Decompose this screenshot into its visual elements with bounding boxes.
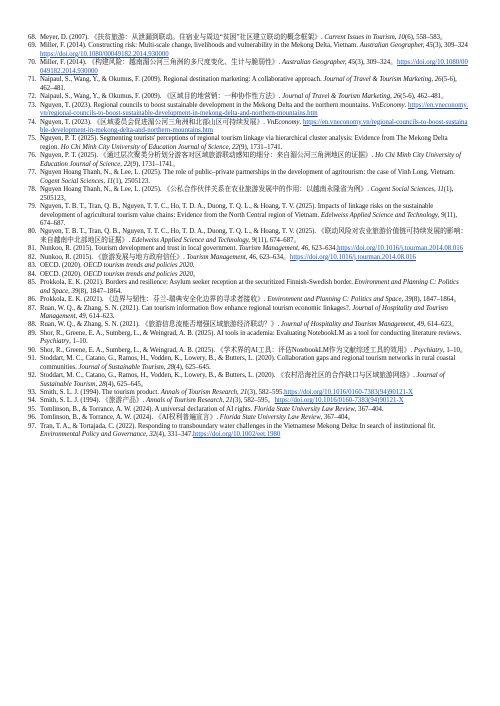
reference-text (40, 279, 468, 296)
reference-number: 96. (28, 414, 37, 422)
journal-title: Cogent Social Sciences, 11 (40, 177, 114, 185)
reference-number: 86. (28, 296, 37, 304)
citation-text: (4), 331–347. (156, 431, 194, 439)
citation-text: (1), 2505123. (113, 177, 150, 185)
doi-link[interactable]: https://doi.org/10.1016/0160-7383(94)90121-X (284, 389, 414, 397)
reference-entry (28, 254, 468, 262)
journal-title: Psychiatry (413, 346, 443, 354)
citation-text: (9), 1731–1741。 (130, 160, 180, 168)
citation-text: (3), 582–595. (247, 389, 285, 397)
citation-text: Nguyen, T. (2023). Regional councils to boost sustainable development in the Mekong Delta and the northern mountains. (40, 101, 372, 109)
reference-entry (28, 245, 468, 253)
reference-entry (28, 186, 468, 203)
reference-text (40, 414, 468, 422)
reference-entry (28, 414, 468, 422)
citation-text: Smith, S. L. J. (1994). 《旅游产品》. (40, 397, 147, 405)
citation-text: Nguyen, T. B. T., Tran, Q. B., Nguyen, T. T. C., Ho, T. D. A., Duong, T. Q. L., & Hoang, T. V. (2025). Impacts of linkage risks on the sustainable development of agricultural tourism value chains: Evidence from the North Central region of Vietnam. (40, 203, 434, 219)
reference-number: 70. (28, 59, 37, 67)
reference-text (40, 296, 468, 304)
reference-number: 95. (28, 405, 37, 413)
reference-entry (28, 423, 468, 440)
citation-text: 。 (192, 270, 200, 278)
reference-number: 74. (28, 118, 37, 126)
reference-entry (28, 330, 468, 347)
citation-text: Miller, F. (2014). Constructing risk: Multi-scale change, livelihoods and vulnerability in the Mekong Delta, Vietnam. (40, 42, 360, 50)
reference-entry (28, 102, 468, 119)
citation-text: , 614–623. (85, 312, 115, 320)
doi-link[interactable]: https://doi.org/10.1016/j.tourman.2014.08.016 (337, 245, 464, 253)
citation-text: (4), 625–645. (174, 363, 211, 371)
citation-text: Prokkola, E. K. (2021). Borders and resilience: Asylum seeker reception at the securitized Finnish-Swedish border. (40, 279, 355, 287)
citation-text: Nguyen, T. B. T., Tran, Q. B., Nguyen, T. T. C., Ho, T. D. A., Duong, T. Q. L., & Hoang, T. V. (2025). 《联动风险对农业旅游价值链可持续发展的影响：来自越南中北部地区的证据》. (40, 228, 468, 244)
journal-title: Tourism Management, 46 (186, 253, 256, 261)
citation-text: Stoddart, M. C., Catano, G., Ramos, H., Vodden, K., Lowery, B., & Butters, L. (2020). Collaboration gaps and regional tourism networks in rural coastal communities. (40, 355, 456, 371)
reference-text (40, 321, 468, 329)
reference-number: 72. (28, 93, 37, 101)
reference-entry (28, 262, 468, 270)
citation-text: Stoddart, M. C., Catano, G., Ramos, H., Vodden, K., Lowery, B., & Butters, L. (2020). 《农村沿海社区的合作缺口与区域旅游网络》. (40, 372, 417, 380)
citation-text: OECD. (2020). (40, 262, 84, 270)
reference-text (40, 355, 468, 372)
citation-text: (8), 1847–1864。 (411, 296, 461, 304)
journal-title: Australian Geographer, 45 (281, 59, 356, 67)
journal-title: Current Issues in Tourism, 10 (324, 34, 405, 41)
reference-number: 79. (28, 203, 37, 211)
reference-entry (28, 355, 468, 372)
reference-number: 69. (28, 42, 37, 50)
journal-title: Journal of Hospitality and Tourism Management, 49 (40, 304, 448, 320)
citation-text: Tomlinson, B., & Torrance, A. W. (2024). A universal declaration of AI rights. (40, 405, 254, 413)
citation-text: Nguyen, P. T. (2025). Segmenting tourists' perceptions of regional tourism linkage via hierarchical cluster analysis: Evidence from The Mekong Delta region. (40, 135, 448, 151)
reference-number: 93. (28, 389, 37, 397)
citation-text: , 623–634. (308, 245, 338, 253)
reference-text (40, 347, 468, 355)
reference-number: 75. (28, 135, 37, 143)
citation-text: Miller, F. (2014). 《构建风险：越南湄公河三角洲的多尺度变化、生计与脆弱性》. (40, 59, 282, 67)
citation-text: (1), 2505123。 (40, 186, 454, 202)
journal-title: Cogent Social Sciences, 11 (370, 186, 444, 194)
citation-text: (6), 558–583。 (404, 34, 447, 41)
citation-text: Meyer, D. (2007). 《扶贫旅游：从泄漏到联动。住宿业与周边“贫困”社区建立联动的概念框架》. (40, 34, 325, 41)
reference-entry (28, 397, 468, 405)
citation-text: Nguyen Hoang Thanh, N., & Lee, L. (2025). The role of public–private partnerships in the development of agritourism: the case of Vinh Long, Vietnam. (40, 169, 455, 177)
reference-number: 91. (28, 355, 37, 363)
reference-number: 77. (28, 169, 37, 177)
journal-title: Florida State University Law Review (219, 414, 321, 422)
journal-title: Environment and Planning C: Politics and Space, 39 (40, 279, 459, 295)
reference-entry (28, 135, 468, 152)
citation-text: Ruan, W. Q., & Zhang, S. N. (2021). 《旅游信息流能否增强区域旅游经济联动？》. (40, 321, 281, 329)
journal-title: VnEconomy (371, 101, 405, 109)
reference-number: 68. (28, 34, 37, 41)
citation-text: Tran, T. A., & Tortajada, C. (2022). Responding to transboundary water challenges in the Vietnamese Mekong Delta: In search of institutional fit. (40, 422, 436, 430)
reference-number: 80. (28, 228, 37, 236)
citation-text: OECD. (2020). (40, 270, 84, 278)
reference-entry (28, 228, 468, 245)
reference-text (40, 34, 468, 42)
reference-number: 89. (28, 329, 37, 337)
citation-text: Nguyen, P. T. (2025). 《通过层次聚类分析划分游客对区域旅游联动感知的细分：来自湄公河三角洲地区的证据》. (40, 152, 376, 160)
journal-title: VnEconomy (266, 118, 300, 126)
journal-title: Edelweiss Applied Science and Technology, 9 (320, 211, 445, 219)
reference-text (40, 245, 468, 253)
citation-text: Nguyen Hoang Thanh, N., & Lee, L. (2025). 《公私合作伙伴关系在农业旅游发展中的作用：以越南永隆省为例》. (40, 186, 371, 194)
journal-title: Psychiatry (40, 338, 70, 346)
reference-entry (28, 305, 468, 322)
journal-title: Australian Geographer, 45 (359, 42, 433, 50)
doi-link[interactable]: https://en.vneconomy.vn/regional-councils-to-boost-sustainable-development-in-mekong-delta-and-northern-mountains.htm (40, 118, 468, 134)
journal-title: Annals of Tourism Research, 21 (160, 389, 248, 397)
citation-text: Ruan, W. Q., & Zhang, S. N. (2021). Can tourism information flow enhance regional tourism economic linkages?. (40, 304, 353, 312)
citation-text: (11), 674–687. (40, 211, 458, 227)
reference-entry (28, 119, 468, 136)
reference-text (40, 169, 468, 186)
journal-title: Journal of Sustainable Tourism, 28 (40, 372, 445, 388)
citation-text: Nunkoo, R. (2015). Tourism development and trust in local government. (40, 245, 239, 253)
reference-number: 87. (28, 304, 37, 312)
journal-title: Ho Chi Minh City University of Education Journal of Science, 22 (60, 143, 239, 151)
reference-number: 73. (28, 101, 37, 109)
citation-text: Naipaul, S., Wang, Y., & Okumus, F. (2009). Regional destination marketing: A collaborative approach. (40, 76, 324, 84)
citation-text: . (404, 101, 409, 109)
doi-link[interactable]: https://doi.org/10.1016/0160-7383(94)90121-X (274, 397, 404, 405)
reference-entry (28, 347, 468, 355)
reference-text (40, 228, 468, 245)
citation-text: (3), 582–595。 (232, 397, 275, 405)
doi-link[interactable]: https://doi.org/10.1016/j.tourman.2014.08.016 (289, 253, 416, 261)
citation-text: , 367–404。 (320, 414, 355, 422)
reference-entry (28, 76, 468, 93)
reference-entry (28, 271, 468, 279)
reference-text (40, 423, 468, 440)
reference-entry (28, 42, 468, 59)
citation-text: Tomlinson, B., & Torrance, A. W. (2024). 《AI权利普遍宣言》. (40, 414, 220, 422)
reference-entry (28, 296, 468, 304)
citation-text: Shor, R., Greene, E. A., Sumberg, L., & Weingrad, A. B. (2025). AI tools in academia: Evaluating NotebookLM as a tool for conducting literature reviews. (40, 329, 462, 337)
reference-entry (28, 59, 468, 76)
reference-text (40, 372, 468, 389)
citation-text: Shor, R., Greene, E. A., Sumberg, L., & Weingrad, A. B. (2025). 《学术界的AI工具：评估NotebookLM作为文献综述工具的效用》. (40, 346, 414, 354)
reference-text (40, 330, 468, 347)
reference-number: 97. (28, 422, 37, 430)
citation-text: , 1–10. (69, 338, 88, 346)
reference-text (40, 102, 468, 119)
reference-number: 92. (28, 372, 37, 380)
reference-number: 71. (28, 76, 37, 84)
reference-number: 94. (28, 397, 37, 405)
reference-entry (28, 203, 468, 228)
citation-text: (3), 309–324 (432, 42, 468, 50)
citation-text: (11), 674–687。 (255, 236, 301, 244)
reference-entry (28, 321, 468, 329)
reference-entry (28, 169, 468, 186)
doi-link[interactable]: https://doi.org/10.1080/00049182.2014.930000 (40, 50, 169, 58)
reference-text (40, 397, 468, 405)
citation-text: (8), 1847–1864. (78, 287, 122, 295)
citation-text: (5-6), 462–481。 (400, 93, 448, 101)
journal-title: Environment and Planning C: Politics and Space, 39 (267, 296, 412, 304)
citation-text: , 623–634。 (255, 253, 290, 261)
reference-text (40, 254, 468, 262)
journal-title: Journal of Travel & Tourism Marketing, 26 (282, 93, 401, 101)
reference-text (40, 203, 468, 228)
citation-text: (9), 1731–1741. (238, 143, 283, 151)
reference-text (40, 119, 468, 136)
reference-number: 84. (28, 270, 37, 278)
citation-text: , 367–404. (354, 405, 384, 413)
reference-text (40, 93, 468, 101)
journal-title: OECD tourism trends and policies 2020 (83, 270, 193, 278)
reference-text (40, 186, 468, 203)
reference-number: 85. (28, 279, 37, 287)
reference-number: 82. (28, 253, 37, 261)
citation-text: Naipaul, S., Wang, Y., & Okumus, F. (2009). 《区域目的地营销：一种协作性方法》. (40, 93, 283, 101)
journal-title: Journal of Travel & Tourism Marketing, 26 (323, 76, 442, 84)
reference-entry (28, 152, 468, 169)
reference-text (40, 42, 468, 59)
citation-text: (5-6), 462–481. (40, 76, 457, 92)
journal-title: Ho Chi Minh City University of Education Journal of Science, 22 (40, 152, 461, 168)
reference-number: 78. (28, 186, 37, 194)
reference-entry (28, 93, 468, 101)
reference-text (40, 271, 468, 279)
citation-text: Smith, S. L. J. (1994). The tourism product. (40, 389, 161, 397)
reference-text (40, 76, 468, 93)
reference-text (40, 262, 468, 270)
citation-text: (4), 625–645。 (105, 380, 148, 388)
reference-text (40, 135, 468, 152)
citation-text: (3), 309–324。 (355, 59, 397, 67)
citation-text: Prokkola, E. K. (2021). 《边界与韧性：芬兰-瑞典安全化边界的寻求者接收》. (40, 296, 268, 304)
citation-text: Nunkoo, R. (2015). 《旅游发展与地方政府信任》. (40, 253, 187, 261)
journal-title: OECD tourism trends and policies 2020 (83, 262, 193, 270)
journal-title: Florida State University Law Review (253, 405, 355, 413)
reference-list (28, 34, 468, 440)
doi-link[interactable]: https://doi.org/10.1002/eet.1980 (193, 431, 281, 439)
journal-title: Environmental Policy and Governance, 32 (40, 431, 157, 439)
reference-number: 76. (28, 152, 37, 160)
reference-entry (28, 279, 468, 296)
citation-text: , 1–10。 (442, 346, 467, 354)
citation-text: . (192, 262, 195, 270)
citation-text: Nguyen, T. (2023). 《区域委员会促进湄公河三角洲和北部山区可持续发展》. (40, 118, 267, 126)
citation-text: , 614–623。 (423, 321, 458, 329)
doi-link[interactable]: https://doi.org/10.1080/00049182.2014.930000 (40, 59, 468, 75)
reference-text (40, 59, 468, 76)
reference-text (40, 152, 468, 169)
journal-title: Journal of Hospitality and Tourism Management, 49 (280, 321, 424, 329)
reference-entry (28, 34, 468, 42)
reference-entry (28, 372, 468, 389)
reference-number: 83. (28, 262, 37, 270)
journal-title: Tourism Management, 46 (238, 245, 309, 253)
reference-text (40, 305, 468, 322)
reference-number: 81. (28, 245, 37, 253)
journal-title: Journal of Sustainable Tourism, 28 (78, 363, 174, 371)
reference-number: 88. (28, 321, 37, 329)
reference-number: 90. (28, 346, 37, 354)
citation-text: . (299, 118, 303, 126)
journal-title: Annals of Tourism Research, 21 (146, 397, 233, 405)
doi-link[interactable]: https://en.vneconomy.vn/regional-councils-to-boost-sustainable-development-in-mekong-delta-and-northern-mountains.htm (40, 101, 469, 118)
journal-title: Edelweiss Applied Science and Technology, 9 (131, 236, 256, 244)
